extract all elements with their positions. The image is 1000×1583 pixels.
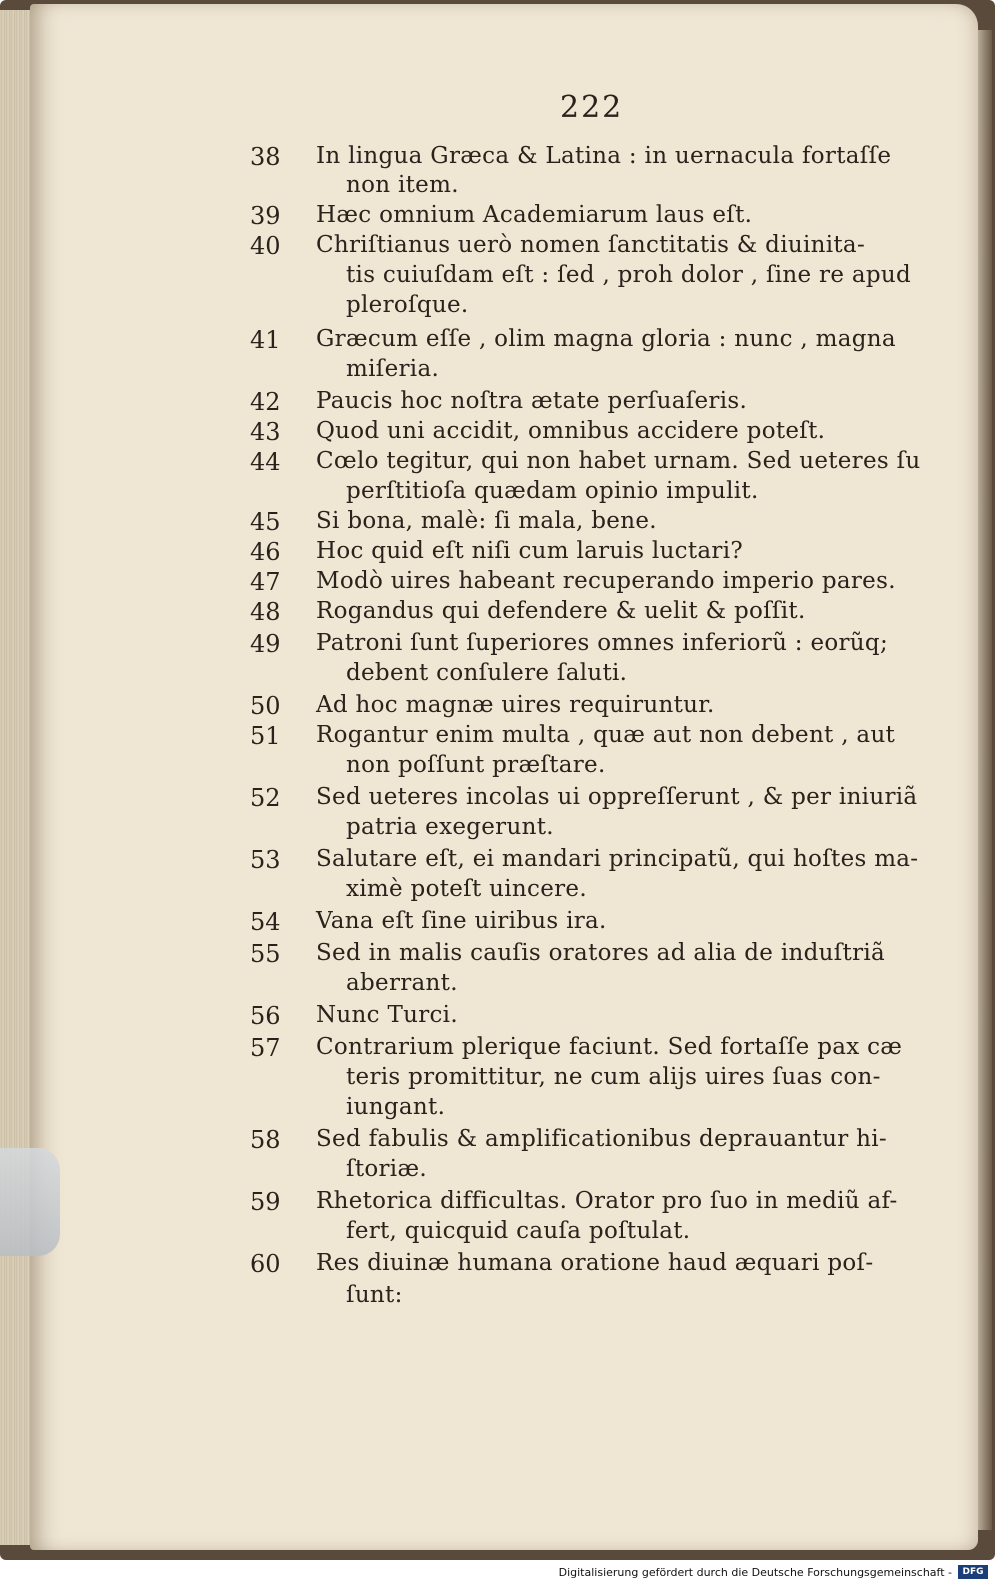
note-number: 53 <box>250 846 281 874</box>
note-text-continuation: aberrant. <box>346 970 458 996</box>
note-text: Sed in malis cauſis oratores ad alia de induſtriã <box>316 940 886 966</box>
note-text-continuation: miſeria. <box>346 356 440 382</box>
note-number: 57 <box>250 1034 281 1062</box>
note-text: Quod uni accidit, omnibus accidere poteſt. <box>316 418 826 444</box>
note-text: Paucis hoc noſtra ætate perſuaſeris. <box>316 388 748 414</box>
note-text-continuation: tis cuiuſdam eſt : ſed , proh dolor , ſine re apud <box>346 262 912 288</box>
note-number: 40 <box>250 232 281 260</box>
note-text: Vana eſt ſine uiribus ira. <box>316 908 607 934</box>
note-text: Sed ueteres incolas ui oppreſſerunt , & per iniuriã <box>316 784 918 810</box>
note-text-continuation: non poſſunt præſtare. <box>346 752 606 778</box>
note-number: 39 <box>250 202 281 230</box>
note-number: 60 <box>250 1250 281 1278</box>
note-number: 46 <box>250 538 281 566</box>
note-text-continuation: ſunt: <box>346 1282 403 1308</box>
note-text: Si bona, malè: ſi mala, bene. <box>316 508 657 534</box>
note-text: Sed fabulis & amplificationibus deprauantur hi- <box>316 1126 887 1152</box>
note-text-continuation: iungant. <box>346 1094 446 1120</box>
note-text: Salutare eſt, ei mandari principatũ, qui hoſtes ma- <box>316 846 919 872</box>
note-text-continuation: teris promittitur, ne cum alijs uires ſuas con- <box>346 1064 881 1090</box>
funding-notice: Digitalisierung gefördert durch die Deutsche Forschungsgemeinschaft - <box>558 1566 952 1579</box>
note-number: 45 <box>250 508 281 536</box>
note-number: 55 <box>250 940 281 968</box>
note-number: 59 <box>250 1188 281 1216</box>
note-text: Res diuinæ humana oratione haud æquari poſ- <box>316 1250 874 1276</box>
note-text: Cœlo tegitur, qui non habet urnam. Sed ueteres ſu <box>316 448 921 474</box>
note-number: 49 <box>250 630 281 658</box>
note-text-continuation: patria exegerunt. <box>346 814 554 840</box>
note-number: 52 <box>250 784 281 812</box>
note-text: Rhetorica difficultas. Orator pro ſuo in mediũ af- <box>316 1188 898 1214</box>
note-text: Græcum eſſe , olim magna gloria : nunc , magna <box>316 326 896 352</box>
note-text: Hoc quid eſt niſi cum laruis luctari? <box>316 538 743 564</box>
note-number: 41 <box>250 326 281 354</box>
note-text-continuation: non item. <box>346 172 459 198</box>
dfg-logo: DFG <box>958 1565 988 1579</box>
note-number: 38 <box>250 143 281 171</box>
note-text-continuation: perſtitioſa quædam opinio impulit. <box>346 478 759 504</box>
note-text-continuation: debent conſulere ſaluti. <box>346 660 628 686</box>
note-text: Rogandus qui defendere & uelit & poſſit. <box>316 598 806 624</box>
note-text: Hæc omnium Academiarum laus eſt. <box>316 202 753 228</box>
note-text: Ad hoc magnæ uires requiruntur. <box>316 692 715 718</box>
note-number: 48 <box>250 598 281 626</box>
note-number: 58 <box>250 1126 281 1154</box>
note-text-continuation: fert, quicquid cauſa poſtulat. <box>346 1218 691 1244</box>
page-number: 222 <box>560 90 624 125</box>
note-text: Chriſtianus uerò nomen ſanctitatis & diuinita- <box>316 232 866 258</box>
note-number: 54 <box>250 908 281 936</box>
note-number: 47 <box>250 568 281 596</box>
note-number: 56 <box>250 1002 281 1030</box>
note-text-continuation: pleroſque. <box>346 292 469 318</box>
note-text: Modò uires habeant recuperando imperio pares. <box>316 568 896 594</box>
note-text: In lingua Græca & Latina : in uernacula fortaſſe <box>316 143 892 169</box>
note-text: Patroni ſunt ſuperiores omnes inferiorũ : eorũq; <box>316 630 888 656</box>
note-number: 44 <box>250 448 281 476</box>
note-text-continuation: ſtoriæ. <box>346 1156 427 1182</box>
note-text: Rogantur enim multa , quæ aut non debent , aut <box>316 722 896 748</box>
note-number: 51 <box>250 722 281 750</box>
note-text: Contrarium plerique faciunt. Sed fortaſſe pax cæ <box>316 1034 903 1060</box>
note-number: 43 <box>250 418 281 446</box>
note-text: Nunc Turci. <box>316 1002 458 1028</box>
note-number: 42 <box>250 388 281 416</box>
page-clip-marker <box>0 1148 60 1256</box>
note-number: 50 <box>250 692 281 720</box>
note-text-continuation: ximè poteſt uincere. <box>346 876 587 902</box>
